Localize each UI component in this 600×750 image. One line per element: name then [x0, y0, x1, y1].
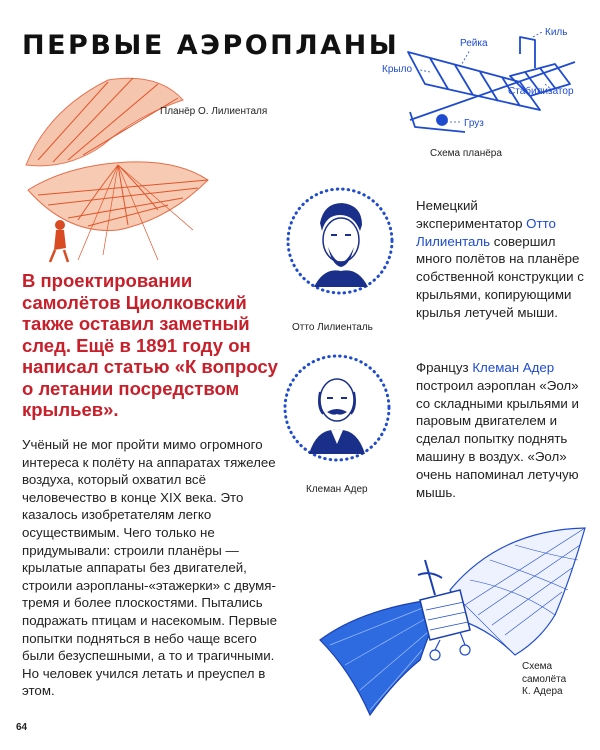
lilienthal-glider-illustration	[8, 70, 218, 265]
otto-portrait-caption: Отто Лилиенталь	[292, 322, 373, 333]
ader-scheme-caption-line2: самолёта	[522, 673, 567, 685]
otto-name-highlight: Отто Лилиенталь	[416, 215, 556, 249]
otto-text-before: Немецкий экспериментатор	[416, 198, 527, 231]
ader-text-after: построил аэроплан «Эол» со складными крыльями и паровым двигателем и сделал попытку поднять машину в воздух. «Эол» очень напоминал летучую мышь.	[416, 377, 579, 500]
ader-scheme-caption-line3: К. Адера	[522, 686, 563, 697]
glider-label-wing: Крыло	[382, 64, 413, 75]
glider-label-weight: Груз	[464, 118, 484, 129]
glider-scheme-diagram	[370, 22, 590, 140]
glider-label-rail: Рейка	[460, 38, 488, 49]
glider-label-keel: Киль	[545, 27, 568, 38]
ader-name-highlight: Клеман Адер	[472, 360, 555, 375]
ader-description	[416, 359, 588, 501]
body-paragraph: Учёный не мог пройти мимо огромного интереса к полёту на аппаратах тяжелее воздуха, который охватил всё человечество в конце XIX века. Это казалось изобретателям легко осуществимым. Чего только не придумывали: строили планёры — крылатые аппараты без двигателей, строили аэропланы-«этажерки» с двумя-тремя и более плоскостями. Пытались подражать птицам и насекомым. Первые попытки подняться в небо чаще всего были безуспешными, а то и трагичными. Но человек учился летать и преуспел в этом.	[22, 437, 277, 699]
ader-text-before: Француз	[416, 360, 473, 375]
page-number: 64	[16, 722, 28, 733]
ader-portrait-caption: Клеман Адер	[306, 484, 368, 495]
ader-scheme-caption	[522, 661, 566, 699]
glider-scheme-caption: Схема планёра	[430, 148, 502, 159]
ader-scheme-caption-line1: Схема	[522, 661, 553, 672]
otto-description	[416, 197, 586, 322]
otto-text-after: совершил много полётов на планёре собственной конструкции с крыльями, копирующими крылья летучей мыши.	[416, 233, 584, 320]
clement-ader-portrait	[281, 352, 393, 464]
page-title: ПЕРВЫЕ АЭРОПЛАНЫ	[22, 30, 400, 61]
otto-lilienthal-portrait	[284, 185, 396, 297]
glider-label-stabilizer: Стабилизатор	[508, 86, 574, 97]
lead-paragraph: В проектировании самолётов Циолковский также оставил заметный след. Ещё в 1891 году он написал статью «К вопросу о летании посредством крыльев».	[22, 270, 278, 420]
lilienthal-glider-caption: Планёр О. Лилиенталя	[160, 106, 268, 117]
